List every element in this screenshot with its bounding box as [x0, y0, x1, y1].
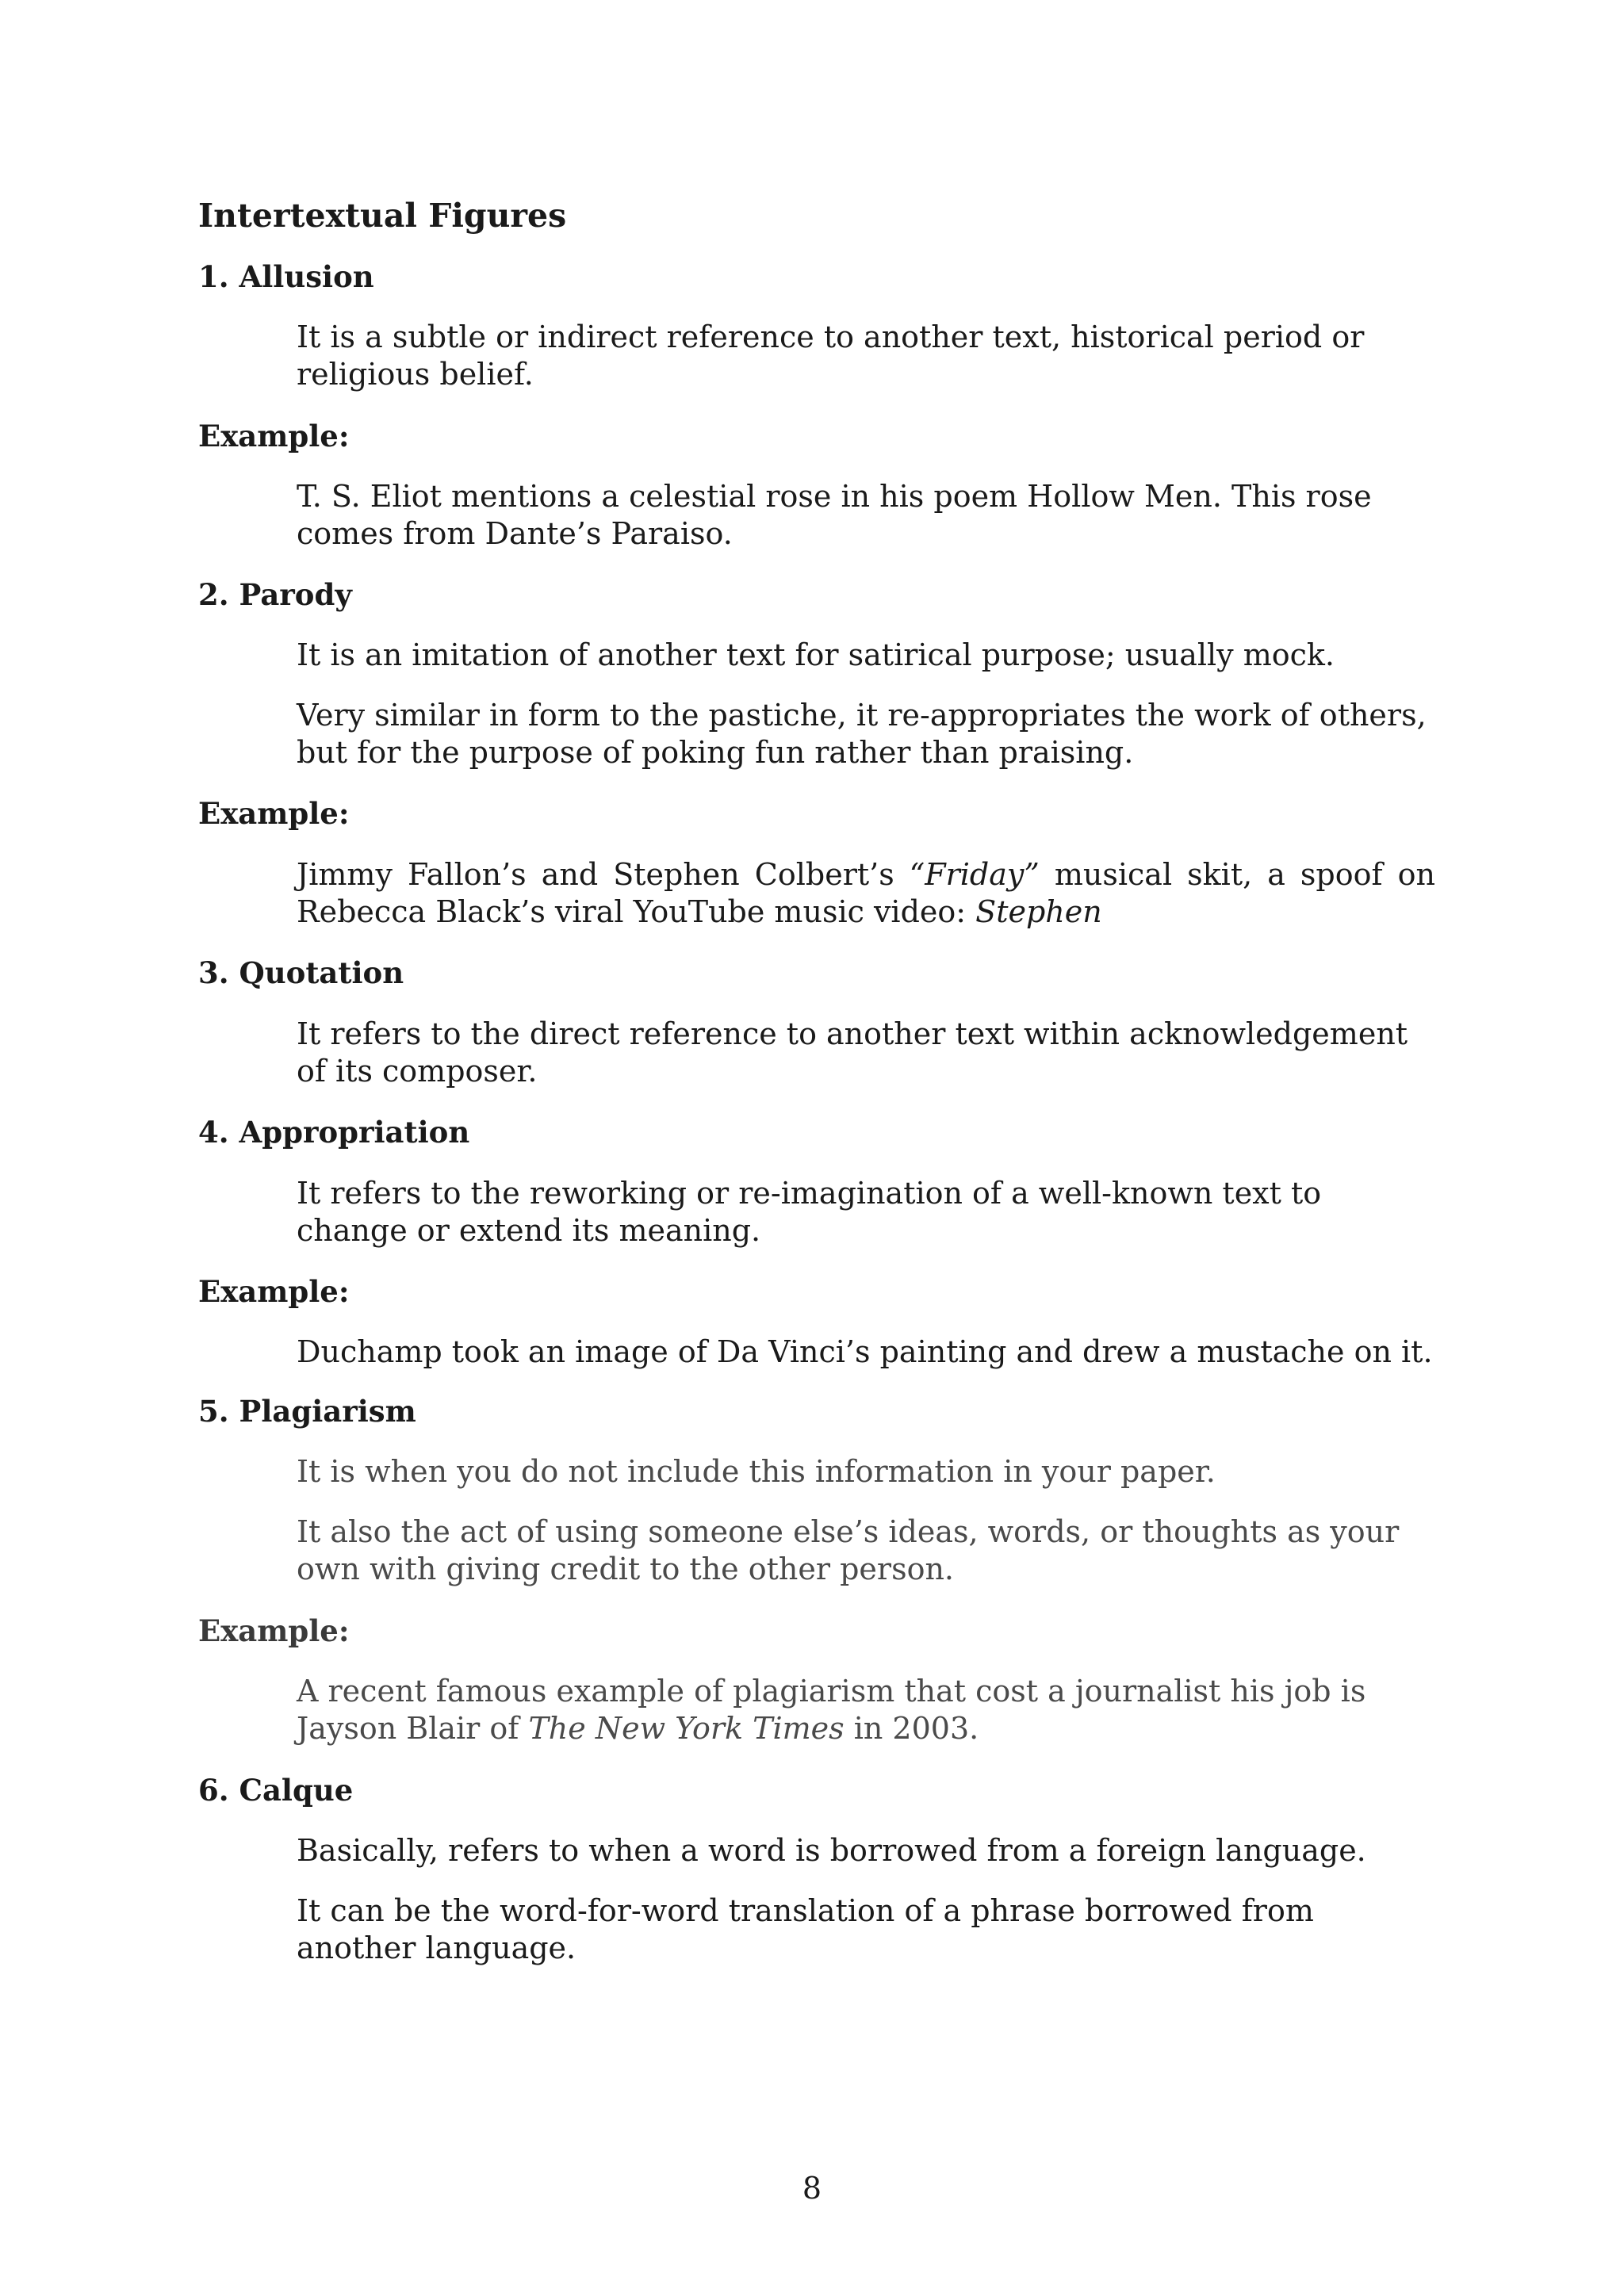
example-label-plagiarism: Example: — [198, 1613, 350, 1648]
section-heading-appropriation: 4. Appropriation — [198, 1115, 470, 1150]
allusion-definition: It is a subtle or indirect reference to another text, historical period or religious belief. — [297, 320, 1365, 392]
parody-example-line-2 — [297, 894, 1435, 931]
example-label-allusion: Example: — [198, 419, 350, 453]
parody-example-text: Rebecca Black’s viral YouTube music video: — [297, 894, 976, 929]
section-heading-allusion: 1. Allusion — [198, 259, 374, 294]
parody-example-text: musical skit, a spoof on — [1039, 857, 1435, 892]
calque-description: It can be the word-for-word translation of a phrase borrowed from another language. — [297, 1893, 1314, 1965]
section-heading-quotation: 3. Quotation — [198, 955, 404, 990]
section-heading-calque: 6. Calque — [198, 1773, 354, 1808]
parody-definition: It is an imitation of another text for satirical purpose; usually mock. — [297, 637, 1335, 672]
plagiarism-description: It also the act of using someone else’s ideas, words, or thoughts as your own with giving credit to the other person. — [297, 1514, 1400, 1586]
section-heading-parody: 2. Parody — [198, 577, 352, 612]
example-label-parody: Example: — [198, 796, 350, 831]
plagiarism-definition: It is when you do not include this information in your paper. — [297, 1454, 1216, 1489]
allusion-example: T. S. Eliot mentions a celestial rose in his poem Hollow Men. This rose comes from Dante’s Paraiso. — [297, 479, 1372, 551]
parody-example — [297, 856, 1435, 931]
parody-example-song-title: “Friday” — [909, 857, 1040, 892]
parody-example-text: Jimmy Fallon’s and Stephen Colbert’s — [297, 857, 910, 892]
parody-example-name: Stephen — [975, 894, 1102, 929]
calque-definition: Basically, refers to when a word is borrowed from a foreign language. — [297, 1833, 1366, 1868]
page-number: 8 — [802, 2171, 822, 2206]
page-title: Intertextual Figures — [198, 197, 567, 235]
plagiarism-example-publication: The New York Times — [528, 1711, 845, 1746]
section-heading-plagiarism: 5. Plagiarism — [198, 1394, 416, 1429]
plagiarism-example-text: A recent famous example of plagiarism that cost a journalist his job is Jayson Blair of — [297, 1674, 1366, 1746]
parody-description: Very similar in form to the pastiche, it re-appropriates the work of others, but for the purpose of poking fun rather than praising. — [297, 698, 1427, 770]
example-label-appropriation: Example: — [198, 1274, 350, 1309]
plagiarism-example — [297, 1673, 1435, 1747]
appropriation-definition: It refers to the reworking or re-imagination of a well-known text to change or extend its meaning. — [297, 1176, 1322, 1248]
plagiarism-example-text: in 2003. — [844, 1711, 979, 1746]
appropriation-example: Duchamp took an image of Da Vinci’s painting and drew a mustache on it. — [297, 1334, 1433, 1369]
quotation-definition: It refers to the direct reference to another text within acknowledgement of its composer. — [297, 1016, 1408, 1089]
parody-example-line-1 — [297, 856, 1435, 894]
